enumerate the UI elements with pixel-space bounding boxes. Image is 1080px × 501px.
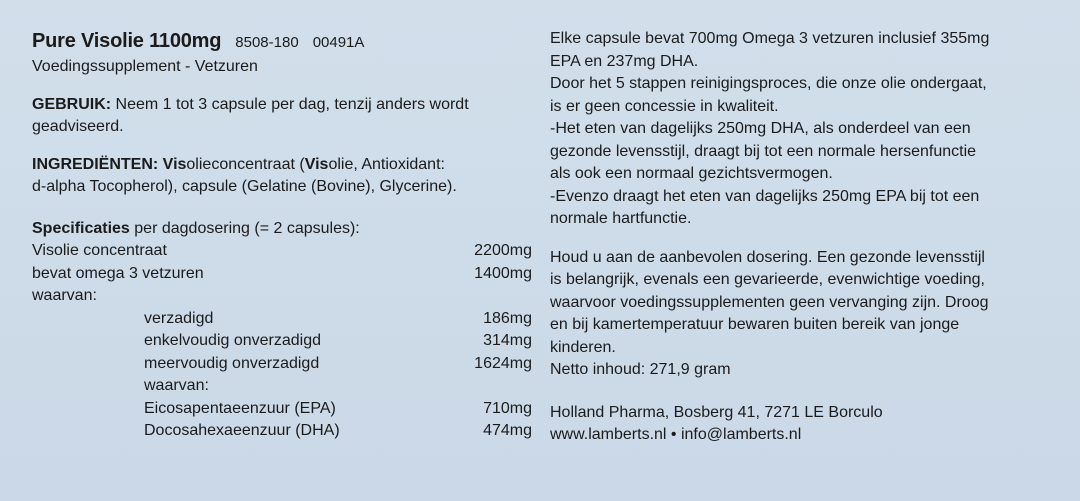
product-subtitle: Voedingssupplement - Vetzuren (32, 58, 258, 75)
product-name: Pure Visolie 1100mg (32, 30, 222, 52)
advice-line: is belangrijk, evenals een gevarieerde, evenwichtige voeding, (550, 271, 985, 288)
spec-key: Docosahexaeenzuur (DHA) (144, 422, 340, 439)
advice-block (550, 247, 1055, 382)
spec-value: 1624mg (474, 354, 532, 372)
ingredients-line-2: d-alpha Tocopherol), capsule (Gelatine (Bovine), Glycerine). (32, 178, 457, 195)
right-column (550, 28, 1055, 447)
usage-line-2: geadviseerd. (32, 118, 124, 135)
company-address: Holland Pharma, Bosberg 41, 7271 LE Borculo (550, 403, 883, 421)
claims-block (550, 28, 1055, 231)
usage-label: GEBRUIK: (32, 96, 112, 113)
claims-line: EPA en 237mg DHA. (550, 52, 699, 70)
spec-key: waarvan: (32, 287, 97, 304)
ingredients-vis-2: Vis (304, 156, 329, 173)
spec-key: meervoudig onverzadigd (144, 354, 320, 372)
advice-line: waarvoor voedingssupplementen geen vervanging zijn. Droog (550, 293, 989, 311)
specs-label-rest: per dagdosering (= 2 capsules): (129, 220, 360, 237)
claims-line: Elke capsule bevat 700mg Omega 3 vetzuren inclusief 355mg (550, 30, 990, 47)
claims-line: als ook een normaal gezichtsvermogen. (550, 165, 833, 182)
specs-label: Specificaties (32, 220, 130, 237)
usage-text-1: Neem 1 tot 3 capsule per dag, tenzij anders wordt (111, 96, 469, 113)
claims-line: is er geen concessie in kwaliteit. (550, 97, 779, 115)
spec-row (32, 263, 532, 286)
claims-line: -Het eten van dagelijks 250mg DHA, als onderdeel van een (550, 120, 971, 137)
spec-row (32, 240, 532, 263)
contact-block (550, 402, 1055, 447)
spec-value: 314mg (483, 332, 532, 349)
advice-line: Houd u aan de aanbevolen dosering. Een gezonde levensstijl (550, 248, 985, 266)
ingredients-label: INGREDIËNTEN: (32, 156, 159, 173)
spec-row (32, 398, 532, 421)
claims-line: gezonde levensstijl, draagt bij tot een normale hersenfunctie (550, 142, 977, 160)
spec-row (32, 308, 532, 331)
spec-row (32, 330, 532, 353)
spec-value: 1400mg (474, 264, 532, 282)
spec-row (32, 285, 532, 308)
spec-value: 474mg (483, 422, 532, 439)
ingredients-text-2: olie, Antioxidant: (328, 156, 445, 173)
claims-line: -Evenzo draagt het eten van dagelijks 250mg EPA bij tot een (550, 187, 980, 205)
usage-line-1 (32, 94, 532, 116)
spec-value: 710mg (483, 399, 532, 417)
spec-row (32, 420, 532, 443)
claims-line: Door het 5 stappen reinigingsproces, die onze olie ondergaat, (550, 75, 987, 92)
spec-row (32, 353, 532, 376)
net-content: Netto inhoud: 271,9 gram (550, 361, 731, 378)
claims-line: normale hartfunctie. (550, 210, 692, 227)
ingredients-vis-1: Vis (158, 156, 187, 173)
spec-value: 186mg (483, 309, 532, 327)
spec-key: Visolie concentraat (32, 242, 167, 259)
spec-key: bevat omega 3 vetzuren (32, 264, 204, 282)
advice-line: kinderen. (550, 338, 616, 356)
spec-key: Eicosapentaeenzuur (EPA) (144, 399, 336, 417)
spec-key: enkelvoudig onverzadigd (144, 332, 322, 349)
specs-heading (32, 218, 532, 240)
company-web-email: www.lamberts.nl • info@lamberts.nl (550, 426, 802, 443)
title-line (32, 28, 532, 56)
spec-value: 2200mg (474, 242, 532, 259)
left-column (32, 28, 532, 443)
product-code-2: 00491A (312, 34, 365, 51)
spec-key: verzadigd (144, 309, 214, 327)
advice-line: en bij kamertemperatuur bewaren buiten bereik van jonge (550, 316, 960, 333)
ingredients-line-1 (32, 154, 532, 176)
spec-key: waarvan: (144, 377, 209, 394)
ingredients-text-1: olieconcentraat ( (186, 156, 305, 173)
spec-row (32, 375, 532, 398)
product-code-1: 8508-180 (235, 34, 299, 51)
specs-table (32, 240, 532, 443)
